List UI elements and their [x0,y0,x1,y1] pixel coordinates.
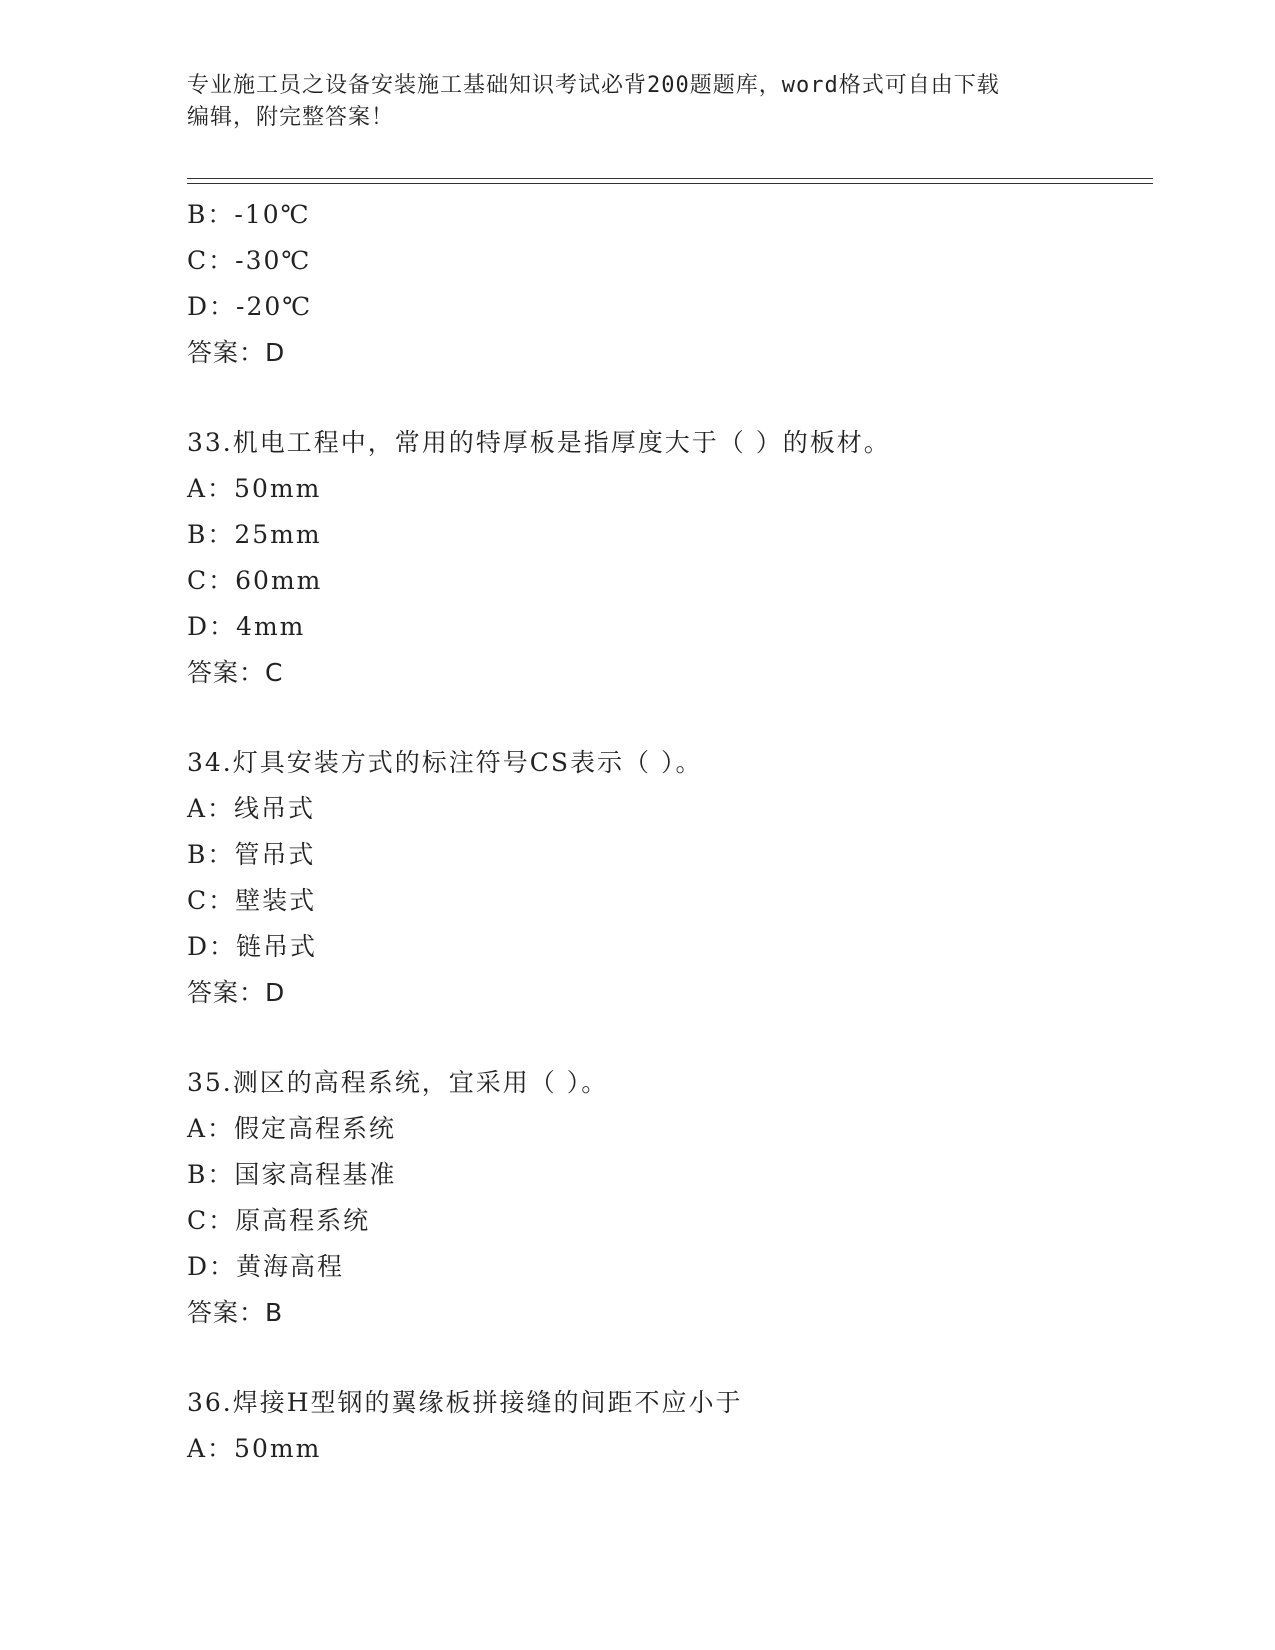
question-text: 36.焊接H型钢的翼缘板拼接缝的间距不应小于 [187,1388,743,1417]
answer: 答案：C [187,658,284,687]
header-title-line-2: 编辑，附完整答案！ [187,105,395,130]
answer: 答案：D [187,338,286,367]
question-36 [187,1380,1153,1472]
answer: 答案：D [187,978,286,1007]
option-b: B：国家高程基准 [187,1160,397,1189]
question-text: 35.测区的高程系统，宜采用（ ）。 [187,1068,609,1097]
option-b: B：25mm [187,520,322,549]
option-a: A：50mm [187,1434,322,1463]
option-a: A：假定高程系统 [187,1114,397,1143]
question-33 [187,420,1153,696]
question-35 [187,1060,1153,1336]
option-c: C：原高程系统 [187,1206,371,1235]
option-a: A：线吊式 [187,794,316,823]
question-text: 34.灯具安装方式的标注符号CS表示（ ）。 [187,748,703,777]
question-text: 33.机电工程中，常用的特厚板是指厚度大于（ ）的板材。 [187,428,891,457]
option-c: C：-30℃ [187,246,312,275]
question-list [187,192,1153,1472]
option-d: D：-20℃ [187,292,313,321]
option-b: B：管吊式 [187,840,316,869]
header-title-line-1: 专业施工员之设备安装施工基础知识考试必背200题题库，word格式可自由下载 [187,73,1000,98]
question-32-continued [187,192,1153,376]
option-d: D：链吊式 [187,932,318,961]
option-d: D：4mm [187,612,306,641]
document-header [187,70,1087,134]
option-a: A：50mm [187,474,322,503]
header-divider-bottom [187,183,1153,184]
option-d: D：黄海高程 [187,1252,345,1281]
header-divider-top [187,178,1153,179]
question-34 [187,740,1153,1016]
option-c: C：60mm [187,566,323,595]
answer: 答案：B [187,1298,284,1327]
option-c: C：壁装式 [187,886,317,915]
option-b: B：-10℃ [187,200,311,229]
